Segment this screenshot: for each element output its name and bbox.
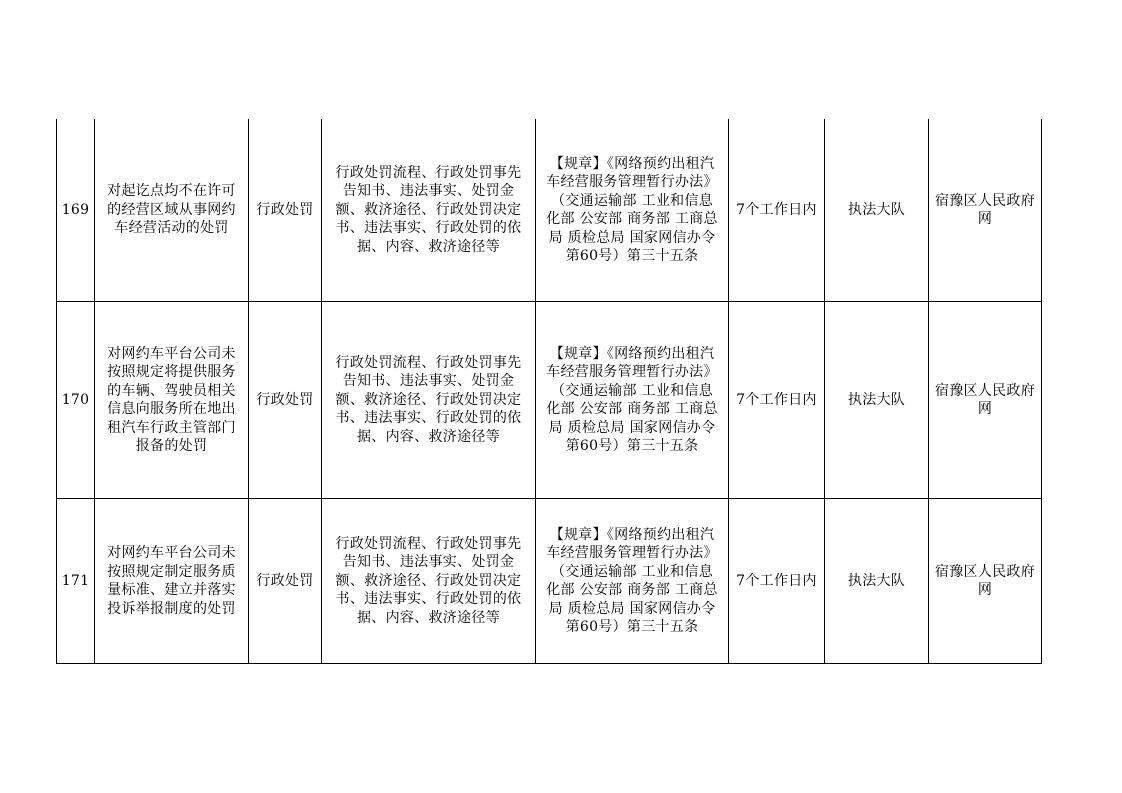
item-name: 对起讫点均不在许可的经营区域从事网约车经营活动的处罚 (95, 119, 249, 302)
item-name: 对网约车平台公司未按照规定制定服务质量标准、建立并落实投诉举报制度的处罚 (95, 499, 249, 664)
item-type: 行政处罚 (249, 302, 322, 499)
disclosure-content: 行政处罚流程、行政处罚事先告知书、违法事实、处罚金额、救济途径、行政处罚决定书、违法事实、行政处罚的依据、内容、救济途径等 (322, 302, 536, 499)
table-row (57, 499, 1042, 664)
item-name: 对网约车平台公司未按照规定将提供服务的车辆、驾驶员相关信息向服务所在地出租汽车行政主管部门报备的处罚 (95, 302, 249, 499)
table-row (57, 302, 1042, 499)
disclosure-content: 行政处罚流程、行政处罚事先告知书、违法事实、处罚金额、救济途径、行政处罚决定书、违法事实、行政处罚的依据、内容、救济途径等 (322, 499, 536, 664)
row-number: 171 (57, 499, 95, 664)
disclosure-channel: 宿豫区人民政府网 (929, 119, 1042, 302)
item-type: 行政处罚 (249, 499, 322, 664)
disclosure-deadline: 7个工作日内 (729, 302, 825, 499)
item-type: 行政处罚 (249, 119, 322, 302)
responsible-dept: 执法大队 (825, 499, 929, 664)
responsible-dept: 执法大队 (825, 119, 929, 302)
disclosure-deadline: 7个工作日内 (729, 499, 825, 664)
disclosure-content: 行政处罚流程、行政处罚事先告知书、违法事实、处罚金额、救济途径、行政处罚决定书、违法事实、行政处罚的依据、内容、救济途径等 (322, 119, 536, 302)
row-number: 169 (57, 119, 95, 302)
disclosure-table (56, 119, 1042, 664)
legal-basis: 【规章】《网络预约出租汽车经营服务管理暂行办法》（交通运输部 工业和信息化部 公安部 商务部 工商总局 质检总局 国家网信办令第60号）第三十五条 (536, 499, 729, 664)
disclosure-channel: 宿豫区人民政府网 (929, 499, 1042, 664)
responsible-dept: 执法大队 (825, 302, 929, 499)
legal-basis: 【规章】《网络预约出租汽车经营服务管理暂行办法》（交通运输部 工业和信息化部 公安部 商务部 工商总局 质检总局 国家网信办令第60号）第三十五条 (536, 119, 729, 302)
disclosure-channel: 宿豫区人民政府网 (929, 302, 1042, 499)
legal-basis: 【规章】《网络预约出租汽车经营服务管理暂行办法》（交通运输部 工业和信息化部 公安部 商务部 工商总局 质检总局 国家网信办令第60号）第三十五条 (536, 302, 729, 499)
row-number: 170 (57, 302, 95, 499)
disclosure-deadline: 7个工作日内 (729, 119, 825, 302)
table-row (57, 119, 1042, 302)
